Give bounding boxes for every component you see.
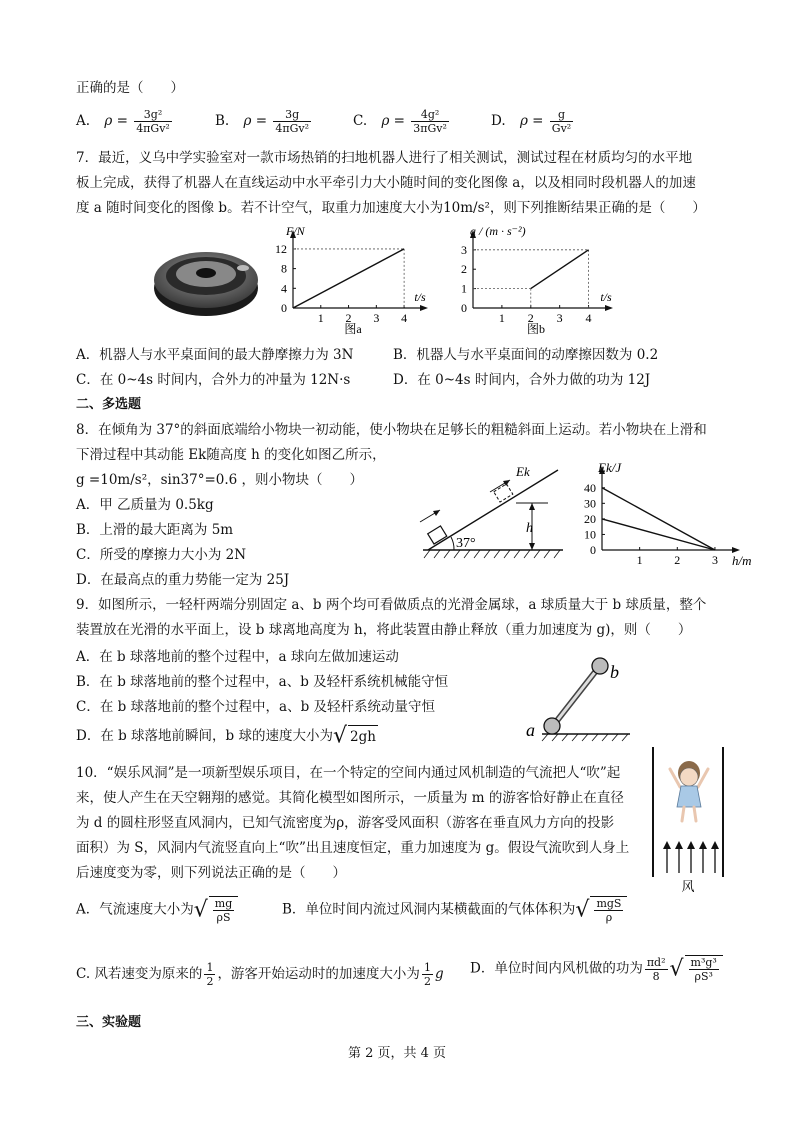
graph-a-xtick-label: 4 <box>401 311 408 325</box>
page-footer: 第 2 页，共 4 页 <box>347 1046 447 1061</box>
graph-a-force-time <box>268 222 430 340</box>
robot-vacuum-image <box>150 240 262 320</box>
q8-line-1: 8．在倾角为 37°的斜面底端给小物块一初动能，使小物块在足够长的粗糙斜面上运动。若小物块在上滑和 <box>76 422 707 438</box>
q8-fig-ek-label: Ek <box>516 464 530 479</box>
q9-option-c: C．在 b 球落地前的整个过程中，a、b 及轻杆系统动量守恒 <box>76 699 436 715</box>
graph-b-series-line-1 <box>531 250 589 289</box>
q8-ek-height-graph <box>570 458 760 570</box>
q6-option-c: C. ρ = $\frac{\text{4g²}}{\text{3πGv²}}$ <box>353 108 447 135</box>
graph-b-xtick-label: 4 <box>585 311 592 325</box>
q9-rod-two-balls-figure <box>522 650 634 746</box>
q8-fig-angle-label: 37° <box>456 536 476 551</box>
q9-option-b: B．在 b 球落地前的整个过程中，a、b 及轻杆系统机械能守恒 <box>76 674 449 690</box>
q8-option-b: B．上滑的最大距离为 5m <box>76 522 234 538</box>
graph-a-xtick-label: 1 <box>317 311 324 325</box>
graph-c-ytick-label: 40 <box>584 480 596 495</box>
section-multi-choice-heading: 二、多选题 <box>76 397 142 412</box>
graph-c-ytick-label: 10 <box>584 527 596 542</box>
q6-option-d: D. ρ = $\frac{g}{\text{Gv²}}$ <box>491 108 572 135</box>
q10-option-a: A．气流速度大小为√ $\frac{mg}{\rho S}$ <box>76 896 238 924</box>
graph-b-title: 图b <box>526 322 546 336</box>
q10-option-d: D．单位时间内风机做的功为 $\frac{\text{πd²}}{8}$ √ $\frac{\text{m³g³}}{\text{ρS³}}$ <box>470 955 723 983</box>
q10-line-3: 为 d 的圆柱形竖直风洞内，已知气流密度为ρ，游客受风面积（游客在垂直风力方向的投影 <box>76 815 615 831</box>
graph-b-xtick-label: 3 <box>556 311 563 325</box>
graph-c-xtick-label: 2 <box>674 553 681 567</box>
q6-option-a: A. ρ = $\frac{\text{3g²}}{\text{4πGv²}}$ <box>76 108 170 135</box>
q8-fig-h-label: h <box>526 521 533 536</box>
q10-option-b: B．单位时间内流过风洞内某横截面的气体体积为√ $\frac{\text{mgS}}{\rho}$ <box>282 896 627 924</box>
q9-line-2: 装置放在光滑的水平面上，设 b 球离地高度为 h，将此装置由静止释放（重力加速度为 g)，则（ ） <box>76 622 692 638</box>
q10-option-c: C. 风若速变为原来的 $\frac{1}{2}$ ，游客开始运动时的加速度大小为 $\frac{1}{2}$ g <box>76 961 444 988</box>
graph-a-x-axis-arrow <box>420 305 428 311</box>
graph-b-ylabel: a / (m · s⁻²) <box>470 224 526 238</box>
graph-a-ytick-label: 12 <box>275 241 287 256</box>
graph-a-ylabel: F/N <box>286 224 305 238</box>
graph-b-ytick-label: 1 <box>461 281 467 296</box>
q9-option-a: A．在 b 球落地前的整个过程中，a 球向左做加速运动 <box>76 649 399 665</box>
q8-option-d: D．在最高点的重力势能一定为 25J <box>76 572 290 588</box>
graph-b-ytick-label: 3 <box>461 242 467 257</box>
graph-a-xtick-label: 3 <box>373 311 380 325</box>
graph-b-acceleration-time <box>448 222 618 340</box>
q7-option-c: C．在 0~4s 时间内，合外力的冲量为 12N·s <box>76 372 351 388</box>
graph-b-x-axis-arrow <box>605 305 613 311</box>
graph-a-ytick-label: 0 <box>281 301 287 315</box>
graph-a-ytick-label: 8 <box>281 261 287 276</box>
graph-c-xlabel: h/m <box>732 553 752 568</box>
q7-option-a: A．机器人与水平桌面间的最大静摩擦力为 3N <box>76 347 354 363</box>
graph-c-ytick-label: 20 <box>584 511 596 526</box>
q7-line-3: 度 a 随时间变化的图像 b。若不计空气，取重力加速度大小为10m/s²，则下列推断结果正确的是（ ） <box>76 200 706 216</box>
graph-a-ytick-label: 4 <box>281 281 287 296</box>
q7-line-1: 7．最近，义乌中学实验室对一款市场热销的扫地机器人进行了相关测试，测试过程在材质均匀的水平地 <box>76 150 693 166</box>
girl-icon <box>670 761 708 821</box>
q10-line-1: 10．“娱乐风洞”是一项新型娱乐项目，在一个特定的空间内通过风机制造的气流把人“吹”起 <box>76 765 621 781</box>
q9-fig-label-b: b <box>610 662 619 682</box>
graph-c-ytick-label: 0 <box>590 543 596 557</box>
q8-option-a: A．甲 乙质量为 0.5kg <box>76 497 214 513</box>
q7-option-d: D．在 0~4s 时间内，合外力做的功为 12J <box>393 372 651 388</box>
graph-c-series-line-2 <box>602 519 715 550</box>
q9-line-1: 9．如图所示，一轻杆两端分别固定 a、b 两个均可看做质点的光滑金属球，a 球质量大于 b 球质量，整个 <box>76 597 707 613</box>
q7-option-b: B．机器人与水平桌面间的动摩擦因数为 0.2 <box>393 347 659 363</box>
q10-line-4: 面积）为 S，风洞内气流竖直向上“吹”出且速度恒定，重力加速度为 g。假设气流吹到人身上 <box>76 840 630 856</box>
graph-c-xtick-label: 1 <box>636 553 643 567</box>
q10-line-2: 来，使人产生在天空翱翔的感觉。其简化模型如图所示，一质量为 m 的游客恰好静止在直径 <box>76 790 624 806</box>
q8-line-3: g =10m/s²，sin37°=0.6 ，则小物块（ ） <box>76 472 364 488</box>
graph-c-ytick-label: 30 <box>584 496 596 511</box>
q8-option-c: C．所受的摩擦力大小为 2N <box>76 547 247 563</box>
q6-option-b: B. ρ = $\frac{3g}{\text{4πGv²}}$ <box>215 108 309 135</box>
graph-a-xtick-label: 2 <box>345 311 352 325</box>
q7-line-2: 板上完成，获得了机器人在直线运动中水平牵引力大小随时间的变化图像 a，以及相同时段机器人的加速 <box>76 175 696 191</box>
q10-wind-tunnel-figure <box>645 745 735 893</box>
graph-c-series-line-1 <box>602 488 715 550</box>
graph-c-xtick-label: 3 <box>711 553 718 567</box>
q8-line-2: 下滑过程中其动能 Ek随高度 h 的变化如图乙所示， <box>76 447 386 463</box>
graph-a-title: 图a <box>344 322 362 336</box>
graph-b-ytick-label: 0 <box>461 301 467 315</box>
q9-option-d: D．在 b 球落地前瞬间，b 球的速度大小为√ 2gh <box>76 723 376 749</box>
carry-over-text: 正确的是（ ） <box>76 80 184 96</box>
q9-option-d-radicand: 2gh <box>348 725 378 748</box>
graph-b-xtick-label: 1 <box>498 311 505 325</box>
q10-line-5: 后速度变为零，则下列说法正确的是（ ） <box>76 865 346 881</box>
graph-a-series-line-1 <box>293 249 404 308</box>
graph-a-xlabel: t/s <box>414 290 426 304</box>
section-experiment-heading: 三、实验题 <box>76 1015 142 1030</box>
q9-fig-label-a: a <box>526 720 535 740</box>
graph-c-ylabel: Ek/J <box>598 460 622 475</box>
graph-b-ytick-label: 2 <box>461 262 467 277</box>
graph-b-xlabel: t/s <box>600 290 612 304</box>
q8-incline-figure <box>418 462 568 560</box>
q10-fig-wind-label: 风 <box>681 879 695 893</box>
graph-b-xtick-label: 2 <box>527 311 534 325</box>
